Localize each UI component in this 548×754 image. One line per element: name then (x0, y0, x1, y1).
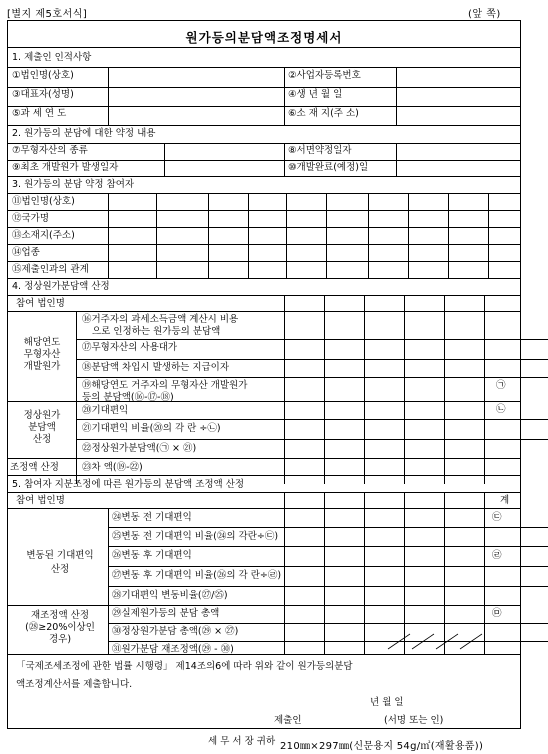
section4-value-col (484, 295, 485, 484)
section3-row-line (8, 227, 520, 228)
normal-item-line (76, 419, 548, 420)
participant-col-line (208, 193, 209, 278)
changed-benefit-item-label: ㉘기대편익 변동비율(㉗/㉕) (112, 590, 228, 601)
changed-item-line (108, 527, 548, 528)
participant-col-line (368, 193, 369, 278)
form-title: 원가등의분담액조정명세서 (185, 30, 343, 45)
intangible-type-label: ⑦무형자산의 종류 (12, 145, 88, 156)
written-contract-date-label: ⑧서면약정일자 (288, 145, 352, 156)
normal-item-line (76, 439, 548, 440)
section3-row-line (8, 261, 520, 262)
participant-row-label: ⑭업종 (12, 247, 40, 258)
participant-row-label: ⑪법인명(상호) (12, 196, 75, 207)
section4-bottom (8, 475, 520, 476)
readjust-group-label: 경우) (48, 634, 72, 645)
dev-cost-item-label: ⑯거주자의 과세소득금액 계산시 비용 (82, 314, 239, 325)
address-label: ⑥소 재 지(주 소) (288, 108, 359, 119)
dev-cost-group-label: 무형자산 (23, 349, 61, 360)
biz-reg-no-label: ②사업자등록번호 (288, 70, 361, 81)
section3-row-line (8, 244, 520, 245)
changed-benefit-item-label: ㉔변동 전 기대편익 (112, 512, 192, 523)
changed-group-bottom (8, 605, 520, 606)
readjust-item-line (108, 623, 548, 624)
signature-label: (서명 또는 인) (384, 715, 444, 726)
normal-share-group-label: 산정 (32, 434, 52, 445)
changed-benefit-item-label: ㉖변동 후 기대편익 (112, 550, 192, 561)
section5-value-col (484, 492, 485, 654)
representative-label: ③대표자(성명) (12, 89, 74, 100)
changed-benefit-item-label: ㉕변동 전 기대편익 비율(㉔의 각란÷㉢) (112, 531, 279, 542)
section3-bottom (8, 278, 520, 279)
section1-col-line (396, 67, 397, 125)
declaration-text: 「국제조세조정에 관한 법률 시행령」 제14조의6에 따라 위와 같이 원가등의분담 (16, 661, 353, 672)
participant-col-line (108, 193, 109, 278)
changed-item-line (108, 586, 548, 587)
participant-col-line (156, 193, 157, 278)
section2-col-line (164, 143, 165, 176)
dev-cost-item-label: 으로 인정하는 원가등의 분담액 (92, 326, 221, 337)
participant-row-label: ⑫국가명 (12, 213, 50, 224)
section5-participant-label: 참여 법인명 (16, 495, 65, 506)
normal-share-group-label: 정상원가 (23, 410, 61, 421)
total-column-label: 계 (500, 495, 510, 506)
participant-col-line (448, 193, 449, 278)
readjust-item-label: ㉙실제원가등의 분담 총액 (112, 608, 220, 619)
section1-col-line (284, 67, 285, 125)
readjust-group-label: 재조정액 산정 (30, 610, 90, 621)
section2-col-line (396, 143, 397, 176)
dev-cost-item-label: ⑰무형자산의 사용대가 (82, 342, 178, 353)
section4-value-col (284, 295, 285, 484)
dev-item-line (76, 359, 548, 360)
section4-value-col (324, 295, 325, 484)
section4-value-col (404, 295, 405, 484)
dev-cost-group-label: 개발원가 (23, 361, 61, 372)
section2-col-line (284, 143, 285, 176)
first-dev-cost-date-label: ⑨최초 개발원가 발생일자 (12, 162, 119, 173)
dev-complete-date-label: ⑩개발완료(예정)일 (288, 162, 369, 173)
tax-year-label: ⑤과 세 연 도 (12, 108, 67, 119)
dev-cost-item-label: ⑱분담액 차입시 발생하는 지급이자 (82, 362, 230, 373)
section4-participant-label: 참여 법인명 (16, 298, 65, 309)
readjust-item-line (108, 641, 548, 642)
declaration-text: 액조정계산서를 제출합니다. (16, 679, 133, 690)
normal-group-bottom (8, 458, 520, 459)
birth-date-label: ④생 년 월 일 (288, 89, 343, 100)
mark-e: ㉤ (492, 608, 502, 619)
readjust-item-label: ㉛원가분담 재조정액(㉙ - ㉚) (112, 644, 234, 655)
normal-share-group-label: 분담액 (28, 422, 56, 433)
section1-heading: 1. 제출인 인적사항 (12, 52, 92, 63)
title-divider (8, 47, 520, 48)
section1-bottom (8, 125, 520, 126)
changed-item-line (108, 566, 548, 567)
normal-share-item-label: ㉒정상원가분담액(㉠ × ㉑) (82, 443, 197, 454)
section3-row-line (8, 210, 520, 211)
section4-heading: 4. 정상원가분담액 산정 (12, 281, 110, 292)
readjust-group-label: (㉘≥20%이상인 (25, 622, 95, 633)
mark-a: ㉠ (496, 380, 506, 391)
section5-value-col (324, 492, 325, 654)
declaration-date: 년 월 일 (370, 697, 404, 708)
section1-col-line (108, 67, 109, 125)
participant-col-line (408, 193, 409, 278)
section5-heading: 5. 참여자 지분조정에 따른 원가등의 분담액 조정액 산정 (12, 479, 245, 490)
tax-office-addressee: 세 무 서 장 귀하 (208, 736, 276, 747)
section5-group-col (108, 508, 109, 654)
normal-share-item-label: ⑳기대편익 (82, 405, 129, 416)
section2-bottom (8, 176, 520, 177)
mark-d: ㉣ (492, 550, 502, 561)
changed-benefit-group-label: 변동된 기대편익 (26, 550, 94, 561)
dev-item-line (76, 377, 548, 378)
section5-value-col (404, 492, 405, 654)
section5-value-col (444, 492, 445, 654)
dev-group-bottom (8, 401, 520, 402)
submitter-label: 제출인 (274, 715, 302, 726)
section1-row-line (8, 106, 520, 107)
section1-heading-bottom (8, 67, 520, 68)
section5-value-col (364, 492, 365, 654)
changed-item-line (108, 546, 548, 547)
section4-value-col (364, 295, 365, 484)
normal-share-item-label: ㉑기대편익 비율(⑳의 각 란 ÷㉡) (82, 423, 221, 434)
mark-b: ㉡ (496, 404, 506, 415)
changed-benefit-group-label: 산정 (50, 564, 70, 575)
section2-heading-bottom (8, 143, 520, 144)
section3-heading-bottom (8, 193, 520, 194)
adjustment-label: 조정액 산정 (10, 462, 59, 473)
section2-heading: 2. 원가등의 분담에 대한 약정 내용 (12, 128, 156, 139)
participant-col-line (248, 193, 249, 278)
form-number: [별지 제5호서식] (7, 9, 88, 20)
section3-heading: 3. 원가등의 분담 약정 참여자 (12, 179, 135, 190)
participant-row-label: ⑮제출인과의 관계 (12, 264, 89, 275)
readjust-item-label: ㉚정상원가분담 총액(㉙ × ㉗) (112, 626, 239, 637)
section2-row-line (8, 160, 520, 161)
participant-col-line (488, 193, 489, 278)
section4-value-col (444, 295, 445, 484)
mark-c: ㉢ (492, 512, 502, 523)
section1-row-line (8, 87, 520, 88)
changed-benefit-item-label: ㉗변동 후 기대편익 비율(㉖의 각 란÷㉣) (112, 570, 282, 581)
dev-cost-item-label: ⑲해당연도 거주자의 무형자산 개발원가 (82, 380, 248, 391)
dev-item-line (76, 339, 548, 340)
dev-cost-group-label: 해당연도 (23, 337, 61, 348)
page-side-label: (앞 쪽) (468, 9, 501, 20)
corp-name-label: ①법인명(상호) (12, 70, 74, 81)
section5-bottom (8, 654, 520, 655)
section5-value-col (284, 492, 285, 654)
dev-cost-item-label: 등의 분담액(⑯-⑰-⑱) (82, 392, 174, 403)
difference-item-label: ㉓차 액(⑲-㉒) (82, 462, 143, 473)
paper-spec: 210㎜×297㎜(신문용지 54g/㎡(재활용품)) (280, 741, 484, 752)
participant-col-line (326, 193, 327, 278)
participant-col-line (286, 193, 287, 278)
participant-row-label: ⑬소재지(주소) (12, 230, 75, 241)
